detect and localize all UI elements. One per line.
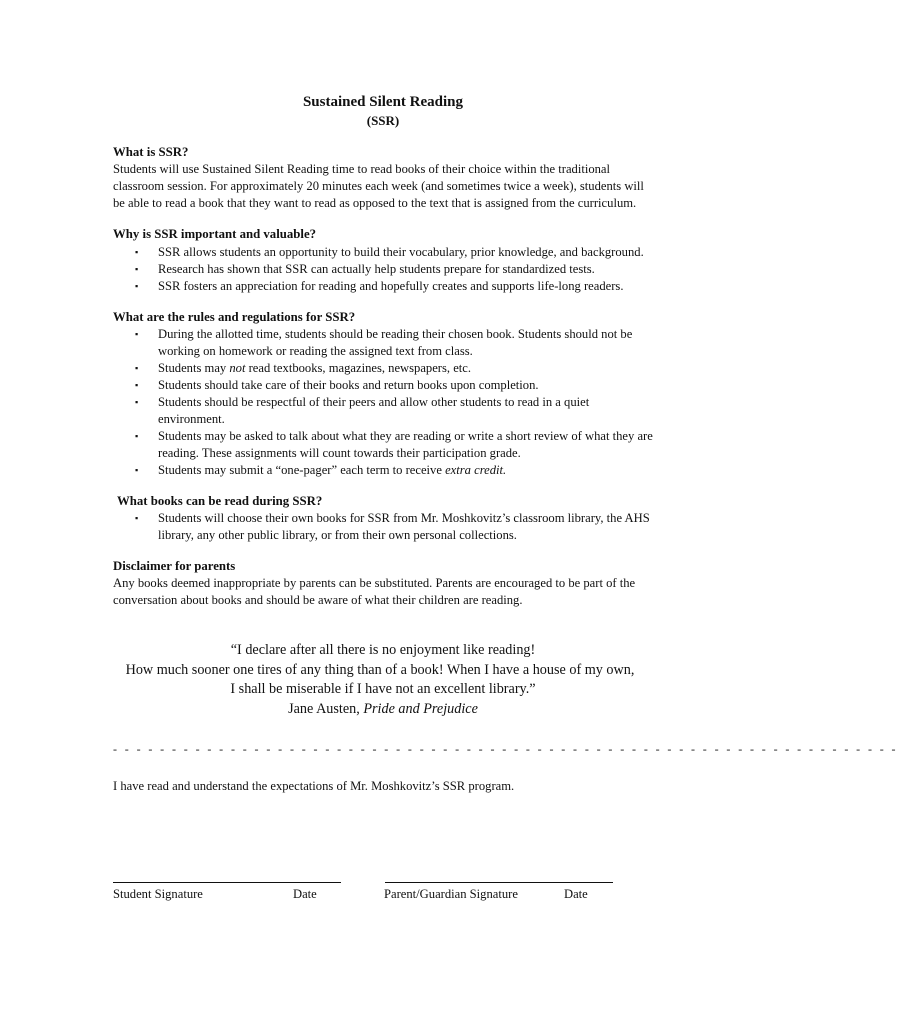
list-item-text: Students may be asked to talk about what they are reading or write a short review of what they are reading. These assignments will count towards their participation grade. bbox=[158, 429, 653, 460]
emphasis-text: extra credit. bbox=[445, 463, 507, 477]
bullet-icon: ▪ bbox=[135, 431, 139, 441]
student-signature-label: Student Signature bbox=[113, 887, 203, 901]
list-item-text: SSR allows students an opportunity to build their vocabulary, prior knowledge, and background. bbox=[158, 245, 644, 259]
list-item bbox=[113, 326, 653, 360]
section-heading: Disclaimer for parents bbox=[113, 559, 236, 573]
bullet-icon: ▪ bbox=[135, 397, 139, 407]
document-title: Sustained Silent Reading bbox=[302, 94, 464, 110]
bullet-icon: ▪ bbox=[135, 513, 139, 523]
bullet-icon: ▪ bbox=[135, 329, 139, 339]
list-item bbox=[113, 394, 653, 428]
list-item bbox=[113, 377, 653, 394]
parent-signature-label: Parent/Guardian Signature bbox=[384, 887, 518, 901]
quote-block bbox=[113, 641, 653, 719]
bullet-icon: ▪ bbox=[135, 281, 139, 291]
list-item bbox=[113, 278, 653, 295]
bullet-list bbox=[113, 510, 653, 544]
bullet-icon: ▪ bbox=[135, 264, 139, 274]
bullet-icon: ▪ bbox=[135, 380, 139, 390]
quote-author: Jane Austen, bbox=[288, 700, 360, 717]
bullet-list bbox=[113, 244, 653, 295]
section-books bbox=[113, 493, 653, 544]
list-item-text: Research has shown that SSR can actually help students prepare for standardized tests. bbox=[158, 262, 595, 276]
bullet-icon: ▪ bbox=[135, 247, 139, 257]
section-heading: What is SSR? bbox=[113, 145, 189, 159]
section-why-ssr bbox=[113, 226, 653, 295]
section-body: Students will use Sustained Silent Reading time to read books of their choice within the traditional classroom session. For approximately 20 minutes each week (and sometimes twice a week), students will be able to read a book that they want to read as opposed to the text that is assigned from the curriculum. bbox=[113, 162, 644, 210]
document-subtitle: (SSR) bbox=[366, 113, 400, 128]
bullet-icon: ▪ bbox=[135, 363, 139, 373]
list-item bbox=[113, 244, 653, 261]
list-item bbox=[113, 261, 653, 278]
list-item bbox=[113, 360, 653, 377]
section-rules bbox=[113, 309, 653, 479]
list-item-text: Students may bbox=[158, 361, 230, 375]
list-item bbox=[113, 428, 653, 462]
parent-signature-line[interactable] bbox=[385, 882, 613, 883]
section-disclaimer bbox=[113, 558, 653, 609]
section-body: Any books deemed inappropriate by parents can be substituted. Parents are encouraged to be part of the conversation about books and should be aware of what their children are reading. bbox=[113, 576, 636, 607]
list-item bbox=[113, 462, 653, 479]
list-item-text: Students may submit a “one-pager” each term to receive bbox=[158, 463, 446, 477]
bullet-icon: ▪ bbox=[135, 465, 139, 475]
list-item-text: read textbooks, magazines, newspapers, etc. bbox=[245, 361, 472, 375]
cut-line: - - - - - - - - - - - - - - - - - - - - - - - - - - - - - - - - - - - - - - - - - - - - - - - - - - - - - - - - - - - - - - - - - - - bbox=[113, 742, 898, 756]
bullet-list bbox=[113, 326, 653, 479]
list-item-text: Students will choose their own books for SSR from Mr. Moshkovitz’s classroom library, the AHS library, any other public library, or from their own personal collections. bbox=[158, 511, 650, 542]
date-label: Date bbox=[564, 887, 588, 901]
section-heading: What are the rules and regulations for SSR? bbox=[113, 310, 356, 324]
date-label: Date bbox=[293, 887, 317, 901]
acknowledgement-statement: I have read and understand the expectations of Mr. Moshkovitz’s SSR program. bbox=[113, 779, 515, 793]
quote-work-title: Pride and Prejudice bbox=[363, 700, 478, 717]
list-item bbox=[113, 510, 653, 544]
emphasis-text: not bbox=[229, 361, 246, 375]
section-heading: What books can be read during SSR? bbox=[117, 494, 323, 508]
quote-line: I shall be miserable if I have not an excellent library.” bbox=[230, 681, 536, 697]
quote-line: How much sooner one tires of any thing than of a book! When I have a house of my own, bbox=[125, 661, 635, 678]
list-item-text: SSR fosters an appreciation for reading and hopefully creates and supports life-long readers. bbox=[158, 279, 624, 293]
section-what-is-ssr bbox=[113, 144, 653, 212]
section-heading: Why is SSR important and valuable? bbox=[113, 227, 317, 241]
quote-line: “I declare after all there is no enjoyment like reading! bbox=[230, 642, 536, 658]
student-signature-line[interactable] bbox=[113, 882, 341, 883]
list-item-text: During the allotted time, students should be reading their chosen book. Students should not be working on homework or reading the assigned text from class. bbox=[158, 327, 633, 358]
list-item-text: Students should be respectful of their peers and allow other students to read in a quiet environment. bbox=[158, 395, 590, 426]
list-item-text: Students should take care of their books and return books upon completion. bbox=[158, 378, 539, 392]
document-page bbox=[113, 92, 898, 795]
quote-attribution bbox=[113, 700, 653, 720]
